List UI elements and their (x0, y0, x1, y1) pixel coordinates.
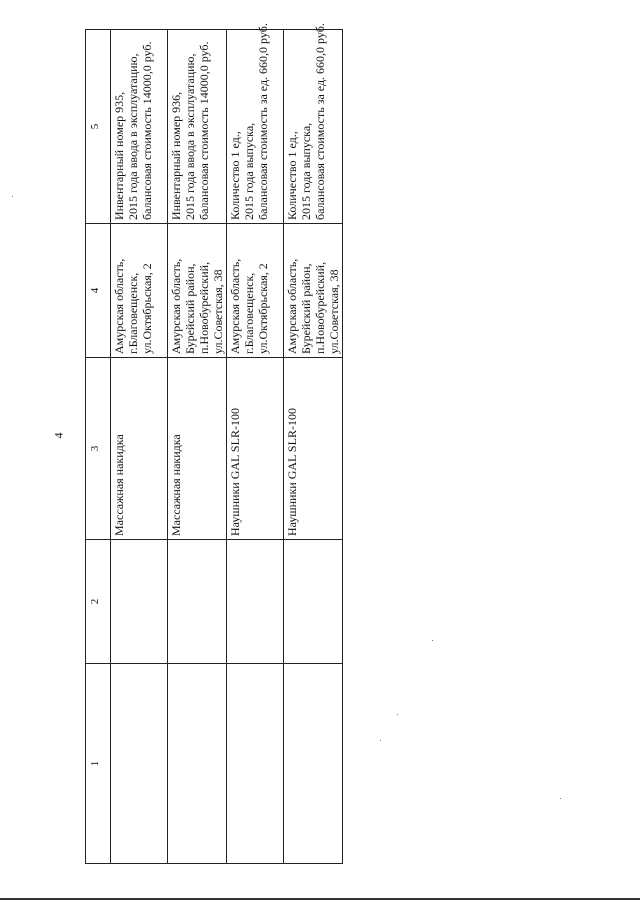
details-line: балансовая стоимость за ед. 660,0 руб. (313, 23, 327, 220)
details-line: балансовая стоимость за ед. 660,0 руб. (256, 23, 270, 220)
details-line: Количество 1 ед., (228, 131, 242, 220)
address-line: Амурская область, (169, 258, 183, 354)
property-table-container (85, 23, 341, 864)
header-col-2: 2 (86, 540, 111, 664)
row2-col1 (168, 664, 227, 864)
header-col-4: 4 (86, 224, 111, 358)
details-line: балансовая стоимость 14000,0 руб. (140, 41, 154, 220)
row2-details (168, 30, 227, 224)
details-line: 2015 года ввода в эксплуатацию, (183, 53, 197, 220)
row3-item-name: Наушники GAL SLR-100 (227, 358, 284, 540)
header-col-1: 1 (86, 664, 111, 864)
details-line: 2015 года выпуска, (242, 122, 256, 220)
row1-item-name: Массажная накидка (111, 358, 168, 540)
row1-address (111, 224, 168, 358)
details-line: 2015 года ввода в эксплуатацию, (126, 53, 140, 220)
header-col-5: 5 (86, 30, 111, 224)
scan-speck (380, 740, 381, 741)
page-bottom-edge (0, 898, 640, 900)
address-line: Амурская область, (285, 258, 299, 354)
table-row (284, 30, 343, 864)
row4-address (284, 224, 343, 358)
row4-col2 (284, 540, 343, 664)
details-line: 2015 года выпуска, (299, 122, 313, 220)
row3-col2 (227, 540, 284, 664)
address-line: Амурская область, (228, 258, 242, 354)
details-line: Инвентарный номер 935, (112, 91, 126, 220)
address-line: ул.Октябрьская, 2 (140, 263, 154, 354)
address-line: Амурская область, (112, 258, 126, 354)
address-line: ул.Советская, 38 (327, 269, 341, 354)
scan-speck (560, 798, 561, 799)
row1-col2 (111, 540, 168, 664)
rotated-table-frame (85, 23, 341, 864)
table-row (227, 30, 284, 864)
details-line: балансовая стоимость 14000,0 руб. (197, 41, 211, 220)
row2-item-name: Массажная накидка (168, 358, 227, 540)
address-line: г.Благовещенск, (126, 272, 140, 354)
row2-col2 (168, 540, 227, 664)
address-line: ул.Советская, 38 (211, 269, 225, 354)
details-line: Инвентарный номер 936, (169, 91, 183, 220)
page-number: 4 (51, 432, 66, 439)
table-header-row (86, 30, 111, 864)
row1-details (111, 30, 168, 224)
row4-item-name: Наушники GAL SLR-100 (284, 358, 343, 540)
scan-speck (12, 196, 13, 197)
details-line: Количество 1 ед., (285, 131, 299, 220)
row3-col1 (227, 664, 284, 864)
row2-address (168, 224, 227, 358)
scan-speck (397, 714, 398, 715)
address-line: ул.Октябрьская, 2 (256, 263, 270, 354)
address-line: п.Новобурейский, (313, 261, 327, 354)
property-table (85, 23, 343, 864)
address-line: п.Новобурейский, (197, 261, 211, 354)
row4-col1 (284, 664, 343, 864)
table-row (111, 30, 168, 864)
row1-col1 (111, 664, 168, 864)
address-line: Бурейский район, (299, 263, 313, 354)
row3-address (227, 224, 284, 358)
row3-details (227, 23, 284, 224)
address-line: Бурейский район, (183, 263, 197, 354)
row4-details (284, 23, 343, 224)
address-line: г.Благовещенск, (242, 272, 256, 354)
table-row (168, 30, 227, 864)
scan-speck (432, 640, 433, 641)
header-col-3: 3 (86, 358, 111, 540)
